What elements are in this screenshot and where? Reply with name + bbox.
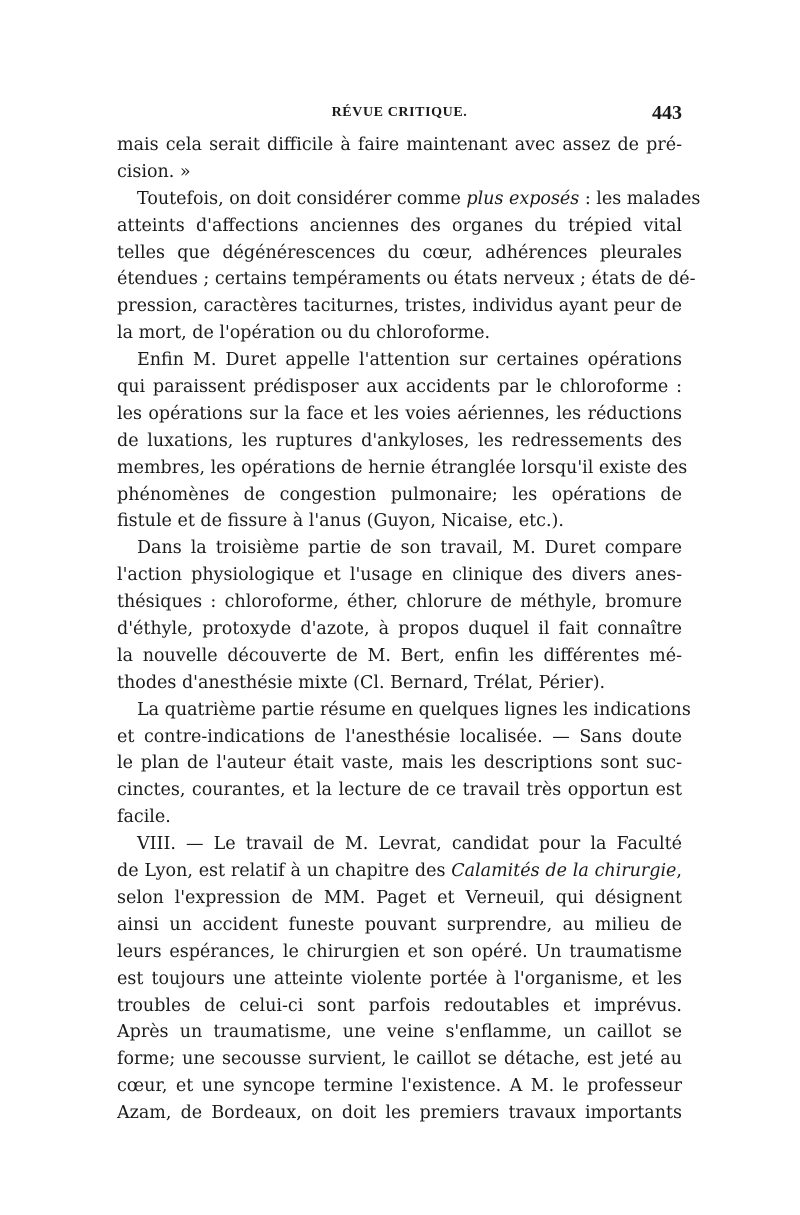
text-line: d'éthyle, protoxyde d'azote, à propos duquel il fait connaître <box>117 619 682 640</box>
text-segment: de Lyon, est relatif à un chapitre des <box>117 861 452 882</box>
text-line: fistule et de fissure à l'anus (Guyon, Nicaise, etc.). <box>117 511 564 532</box>
text-line: telles que dégénérescences du cœur, adhérences pleurales <box>117 242 682 263</box>
text-line: la mort, de l'opération ou du chloroforme. <box>117 323 491 344</box>
text-line: qui paraissent prédisposer aux accidents par le chloroforme : <box>117 377 682 398</box>
text-line: cision. » <box>117 161 191 182</box>
text-line: troubles de celui-ci sont parfois redoutables et imprévus. <box>117 995 682 1016</box>
italic-phrase: Calamités de la chirurgie <box>451 861 677 882</box>
text-line: étendues ; certains tempéraments ou états nerveux ; états de dé- <box>117 269 696 290</box>
text-segment: , <box>676 861 682 882</box>
text-line: phénomènes de congestion pulmonaire; les opérations de <box>117 484 682 505</box>
text-line: est toujours une atteinte violente portée à l'organisme, et les <box>117 968 682 989</box>
running-head <box>117 102 682 129</box>
text-line: ainsi un accident funeste pouvant surprendre, au milieu de <box>117 914 682 935</box>
text-line: La quatrième partie résume en quelques lignes les indications <box>137 699 691 720</box>
running-title: RÉVUE CRITIQUE. <box>331 105 468 120</box>
text-line: Enfin M. Duret appelle l'attention sur certaines opérations <box>137 350 682 371</box>
text-line: pression, caractères taciturnes, tristes, individus ayant peur de <box>117 296 682 317</box>
italic-phrase: plus exposés <box>466 188 580 209</box>
page-number: 443 <box>652 102 682 124</box>
text-line <box>117 186 701 213</box>
text-line: thodes d'anesthésie mixte (Cl. Bernard, Trélat, Périer). <box>117 672 606 693</box>
text-line: cœur, et une syncope termine l'existence. A M. le professeur <box>117 1076 682 1097</box>
text-line: Après un traumatisme, une veine s'enflamme, un caillot se <box>117 1022 682 1043</box>
text-line: forme; une secousse survient, le caillot se détache, est jeté au <box>117 1049 682 1070</box>
text-line: les opérations sur la face et les voies aériennes, les réductions <box>117 403 682 424</box>
text-line: l'action physiologique et l'usage en clinique des divers anes- <box>117 565 682 586</box>
text-line <box>117 858 682 885</box>
text-line: Dans la troisième partie de son travail, M. Duret compare <box>137 538 682 559</box>
text-line: Azam, de Bordeaux, on doit les premiers travaux importants <box>117 1103 682 1124</box>
text-line: atteints d'affections anciennes des organes du trépied vital <box>117 215 682 236</box>
body-text <box>117 132 701 1127</box>
text-line: cinctes, courantes, et la lecture de ce travail très opportun est <box>117 780 682 801</box>
text-line: et contre-indications de l'anesthésie localisée. — Sans doute <box>117 726 682 747</box>
text-line: VIII. — Le travail de M. Levrat, candidat pour la Faculté <box>137 834 682 855</box>
text-line: le plan de l'auteur était vaste, mais les descriptions sont suc- <box>117 753 682 774</box>
text-line: thésiques : chloroforme, éther, chlorure de méthyle, bromure <box>117 592 682 613</box>
text-line: mais cela serait difficile à faire maintenant avec assez de pré- <box>117 135 682 155</box>
text-line: la nouvelle découverte de M. Bert, enfin les différentes mé- <box>117 645 682 666</box>
text-segment: Toutefois, on doit considérer comme <box>137 188 467 209</box>
text-line: leurs espérances, le chirurgien et son opéré. Un traumatisme <box>117 941 682 962</box>
text-line: selon l'expression de MM. Paget et Verneuil, qui désignent <box>117 887 682 908</box>
text-line: membres, les opérations de hernie étranglée lorsqu'il existe des <box>117 457 688 478</box>
text-segment: : les malades <box>579 188 701 209</box>
text-line: facile. <box>117 807 171 828</box>
text-line: de luxations, les ruptures d'ankyloses, les redressements des <box>117 430 682 451</box>
